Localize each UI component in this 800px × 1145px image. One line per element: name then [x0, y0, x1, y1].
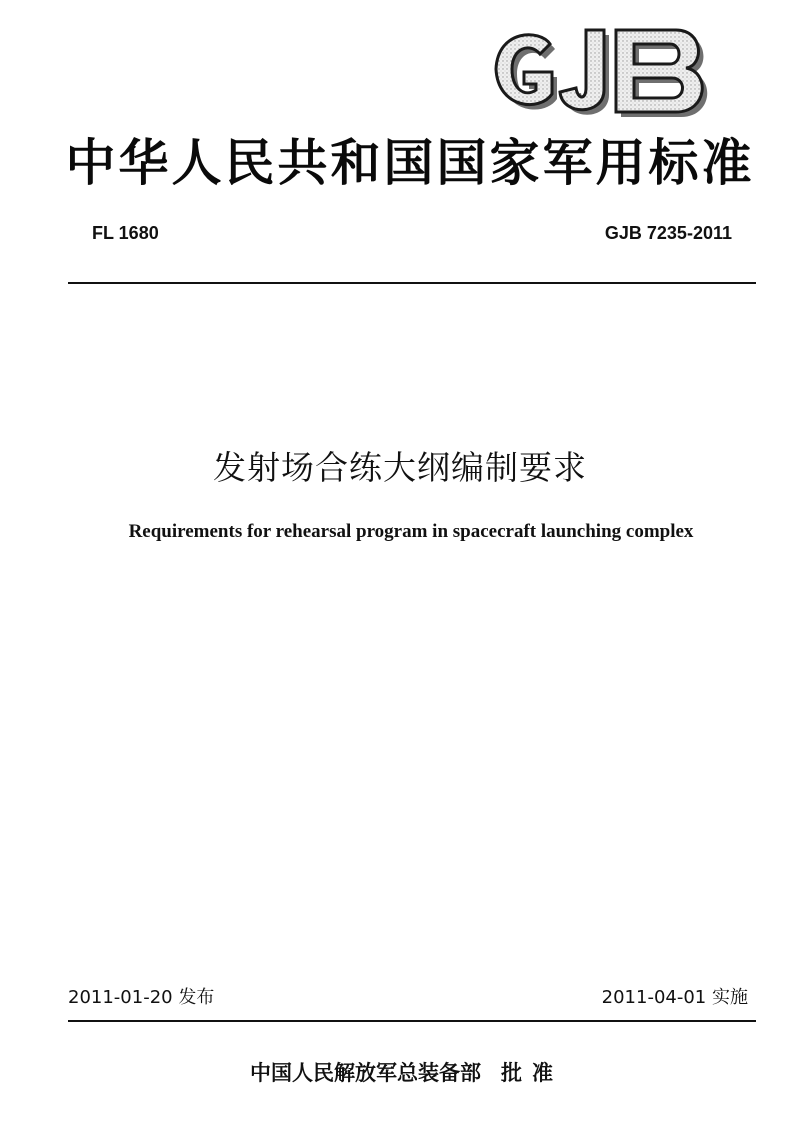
classification-code: FL 1680 — [92, 223, 159, 243]
document-title-chinese: 发射场合练大纲编制要求 — [213, 448, 587, 487]
header-divider — [68, 282, 756, 284]
issue-date: 2011-01-20 发布 — [68, 987, 215, 1008]
standard-number: GJB 7235-2011 — [604, 223, 732, 243]
approval-label: 批准 — [501, 1061, 563, 1085]
footer-divider — [68, 1020, 756, 1022]
logo-letters — [496, 30, 702, 112]
issuer-name: 中国人民解放军总装备部 — [250, 1061, 481, 1085]
effective-date: 2011-04-01 实施 — [601, 987, 748, 1008]
gjb-logo — [490, 24, 716, 120]
document-title-english: Requirements for rehearsal program in spacecraft launching complex — [128, 521, 694, 542]
standard-category-title: 中华人民共和国国家军用标准 — [65, 133, 755, 192]
issuing-authority — [250, 1058, 563, 1088]
